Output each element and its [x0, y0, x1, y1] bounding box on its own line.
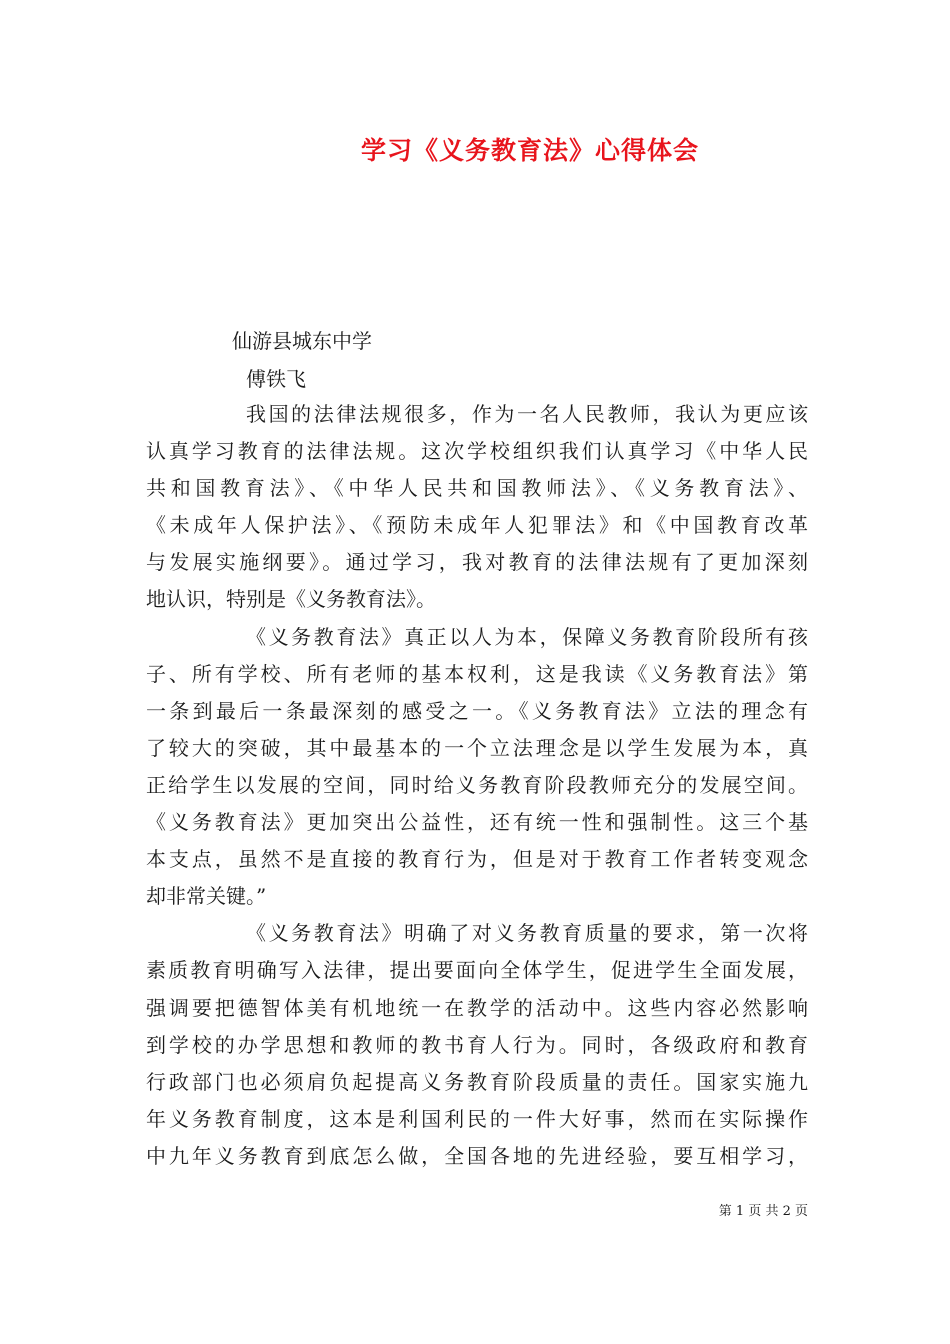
paragraph-line: 《义务教育法》更加突出公益性，还有统一性和强制性。这三个基 [146, 810, 808, 835]
paragraph-line: 行政部门也必须肩负起提高义务教育阶段质量的责任。国家实施九 [146, 1069, 808, 1094]
paragraph-line: 素质教育明确写入法律，提出要面向全体学生，促进学生全面发展， [146, 958, 808, 983]
paragraph-line: 强调要把德智体美有机地统一在教学的活动中。这些内容必然影响 [146, 995, 808, 1020]
paragraph-line: 认真学习教育的法律法规。这次学校组织我们认真学习《中华人民 [146, 439, 808, 464]
paragraph-line: 子、所有学校、所有老师的基本权利，这是我读《义务教育法》第 [146, 661, 808, 686]
paragraph-line: 《义务教育法》真正以人为本，保障义务教育阶段所有孩 [246, 624, 808, 649]
paragraph-line: 正给学生以发展的空间，同时给义务教育阶段教师充分的发展空间。 [146, 772, 808, 797]
paragraph-line: 地认识，特别是《义务教育法》。 [146, 587, 436, 612]
paragraph-line: 却非常关键。” [146, 884, 267, 909]
paragraph-1 [146, 396, 808, 619]
document-title: 学习《义务教育法》心得体会 [360, 136, 699, 165]
paragraph-line: 与发展实施纲要》。通过学习，我对教育的法律法规有了更加深刻 [146, 550, 808, 575]
page-number-footer: 第 1 页 共 2 页 [718, 1204, 808, 1219]
paragraph-3 [146, 915, 808, 1175]
paragraph-line: 我国的法律法规很多，作为一名人民教师，我认为更应该 [246, 402, 808, 426]
paragraph-line: 一条到最后一条最深刻的感受之一。《义务教育法》立法的理念有 [146, 698, 808, 723]
paragraph-2 [146, 619, 808, 916]
paragraph-line: 中九年义务教育到底怎么做，全国各地的先进经验，要互相学习， [146, 1143, 808, 1168]
paragraph-line: 年义务教育制度，这本是利国利民的一件大好事，然而在实际操作 [146, 1106, 808, 1131]
school-name: 仙游县城东中学 [232, 329, 372, 353]
document-body [146, 396, 808, 1175]
paragraph-line: 到学校的办学思想和教师的教书育人行为。同时，各级政府和教育 [146, 1032, 808, 1057]
paragraph-line: 《义务教育法》明确了对义务教育质量的要求，第一次将 [246, 921, 808, 946]
paragraph-line: 共和国教育法》、《中华人民共和国教师法》、《义务教育法》、 [146, 476, 808, 501]
author-name: 傅铁飞 [246, 367, 306, 391]
paragraph-line: 本支点，虽然不是直接的教育行为，但是对于教育工作者转变观念 [146, 847, 808, 872]
paragraph-line: 了较大的突破，其中最基本的一个立法理念是以学生发展为本，真 [146, 735, 808, 760]
paragraph-line: 《未成年人保护法》、《预防未成年人犯罪法》和《中国教育改革 [146, 513, 808, 538]
